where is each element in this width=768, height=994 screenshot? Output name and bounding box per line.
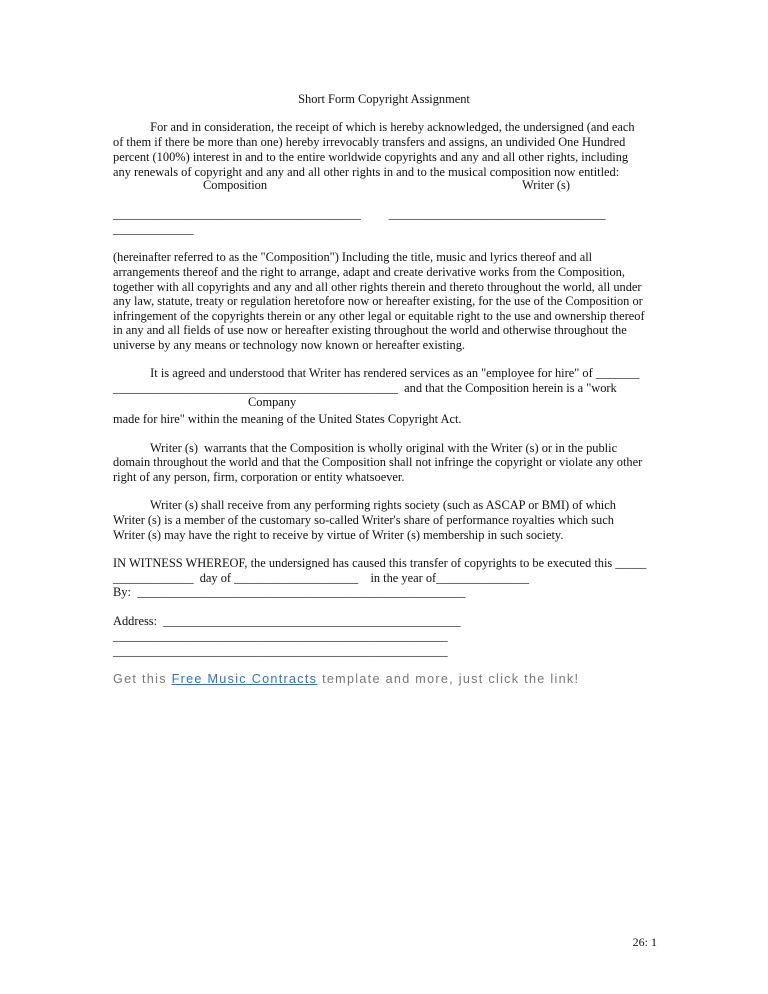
company-label: Company [248, 395, 297, 409]
writer-label: Writer (s) [522, 178, 571, 192]
paragraph-line: Writer (s) shall receive from any performing rights society (such as ASCAP or BMI) of which [113, 498, 616, 512]
witness-line: _____________ day of ____________________ in the year of_______________ [113, 571, 530, 585]
free-music-contracts-link[interactable]: Free Music Contracts [171, 672, 318, 686]
paragraph-line: Writer (s) warrants that the Composition is wholly original with the Writer (s) or in the public [113, 441, 618, 455]
paragraph-line: universe by any means or technology now known or hereafter existing. [113, 338, 466, 352]
address-line: ______________________________________________________ [113, 644, 448, 658]
paragraph-line: Writer (s) is a member of the customary so-called Writer's share of performance royalties which such [113, 513, 614, 527]
by-line: By: _____________________________________________________ [113, 585, 466, 599]
address-line: Address: ________________________________________________ [113, 614, 461, 628]
paragraph-line: It is agreed and understood that Writer has rendered services as an "employee for hire" of _______ [113, 366, 640, 380]
paragraph-line: any law, statute, treaty or regulation heretofore now or hereafter existing, for the use of the Composition or [113, 294, 643, 308]
paragraph-line: of them if there be more than one) hereby irrevocably transfers and assigns, an undivided One Hundred [113, 135, 626, 149]
paragraph-line: in any and all fields of use now or hereafter existing throughout the world and otherwise throughout the [113, 323, 627, 337]
promo-text [113, 672, 579, 686]
paragraph-line: any renewals of copyright and any and all other rights in and to the musical composition now entitled: [113, 165, 620, 179]
promo-prefix: Get this [113, 672, 172, 686]
paragraph-line: made for hire" within the meaning of the United States Copyright Act. [113, 412, 462, 426]
witness-line: IN WITNESS WHEREOF, the undersigned has caused this transfer of copyrights to be executed this _____ [113, 556, 647, 570]
blank-line: ________________________________________ ___________________________________ [113, 207, 606, 221]
paragraph-line: right of any person, firm, corporation or entity whatsoever. [113, 470, 405, 484]
paragraph-line: For and in consideration, the receipt of which is hereby acknowledged, the undersigned (and each [113, 120, 635, 134]
address-line: ______________________________________________________ [113, 629, 448, 643]
paragraph-line: arrangements thereof and the right to arrange, adapt and create derivative works from the Composition, [113, 265, 625, 279]
paragraph-line: (hereinafter referred to as the "Composition") Including the title, music and lyrics thereof and all [113, 250, 593, 264]
blank-line: _____________ [113, 222, 194, 236]
paragraph-line: ______________________________________________ and that the Composition herein is a "work [113, 381, 617, 395]
paragraph-line: percent (100%) interest in and to the entire worldwide copyrights and any and all other rights, including [113, 150, 629, 164]
paragraph-line: together with all copyrights and any and all other rights therein and thereto throughout the world, all under [113, 280, 642, 294]
page-number: 26: 1 [632, 935, 657, 949]
composition-label: Composition [203, 178, 268, 192]
paragraph-line: Writer (s) may have the right to receive by virtue of Writer (s) membership in such society. [113, 528, 564, 542]
promo-suffix: template and more, just click the link! [317, 672, 580, 686]
document-title: Short Form Copyright Assignment [298, 92, 470, 106]
paragraph-line: infringement of the copyrights therein or any other legal or equitable right to the use and ownership thereof [113, 309, 645, 323]
paragraph-line: domain throughout the world and that the Composition shall not infringe the copyright or violate any other [113, 455, 643, 469]
